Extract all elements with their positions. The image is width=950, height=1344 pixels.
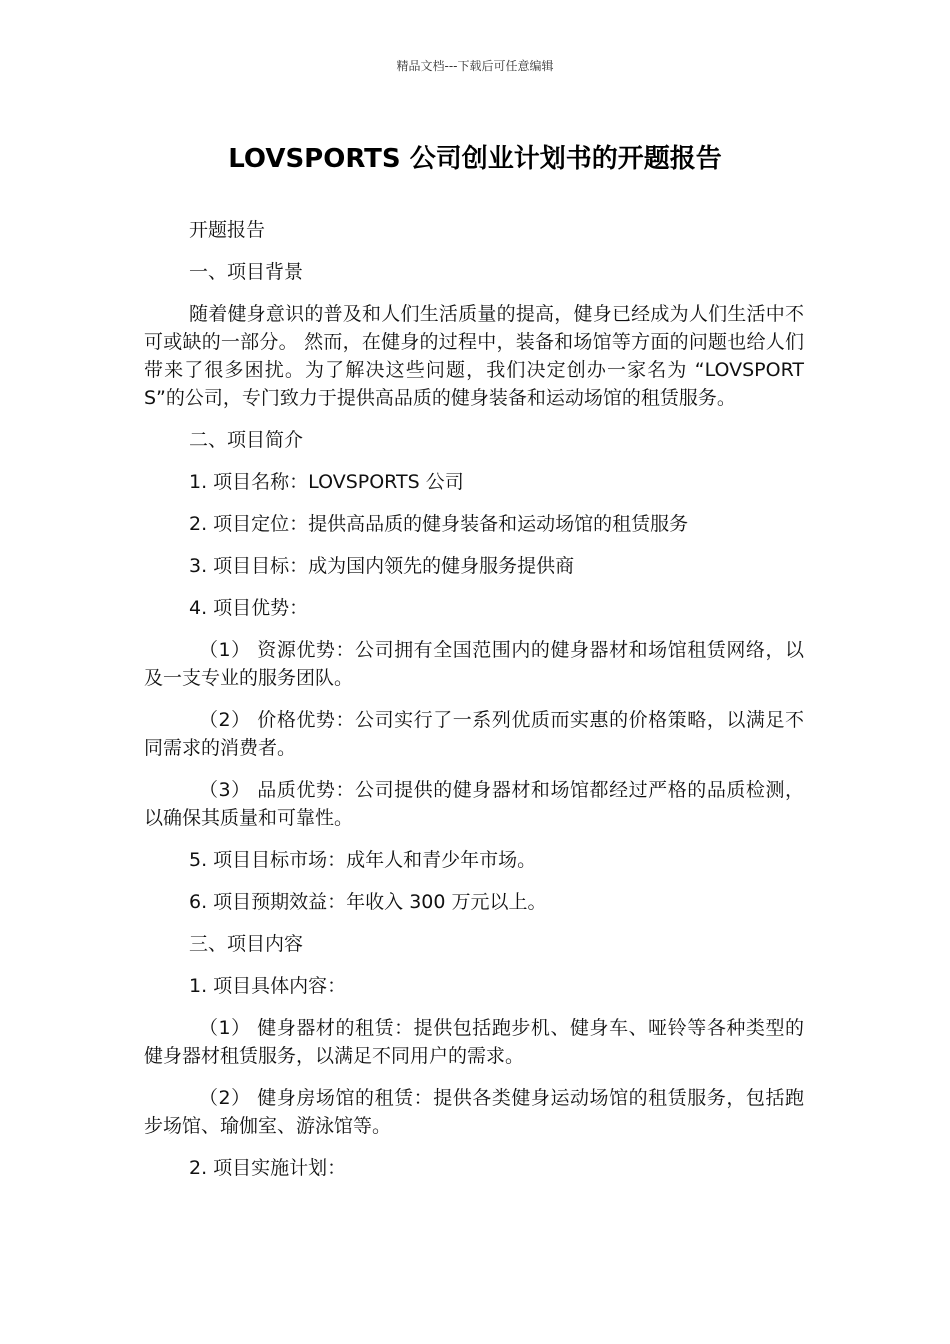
list-item-expected-benefit: 6. 项目预期效益：年收入 300 万元以上。: [189, 891, 547, 913]
section-heading-overview: 二、项目简介: [189, 429, 304, 451]
list-item-target-market: 5. 项目目标市场：成年人和青少年市场。: [189, 849, 537, 871]
list-item-specific-content: 1. 项目具体内容：: [189, 975, 347, 997]
list-item-project-advantages: 4. 项目优势：: [189, 597, 309, 619]
sub-item-quality-advantage: （3） 品质优势：公司提供的健身器材和场馆都经过严格的品质检测，以确保其质量和可靠性。: [144, 779, 804, 829]
section-heading-background: 一、项目背景: [189, 261, 304, 283]
list-item-implementation-plan: 2. 项目实施计划：: [189, 1157, 347, 1179]
header-note: 精品文档---下载后可任意编辑: [396, 59, 554, 73]
sub-item-price-advantage: （2） 价格优势：公司实行了一系列优质而实惠的价格策略，以满足不同需求的消费者。: [144, 709, 804, 759]
sub-item-venue-rental: （2） 健身房场馆的租赁：提供各类健身运动场馆的租赁服务，包括跑步场馆、瑜伽室、游泳馆等。: [144, 1087, 804, 1137]
list-item-project-name: 1. 项目名称：LOVSPORTS 公司: [189, 471, 464, 493]
list-item-project-positioning: 2. 项目定位：提供高品质的健身装备和运动场馆的租赁服务: [189, 513, 689, 535]
sub-item-resource-advantage: （1） 资源优势：公司拥有全国范围内的健身器材和场馆租赁网络，以及一支专业的服务团队。: [144, 639, 804, 689]
list-item-project-goal: 3. 项目目标：成为国内领先的健身服务提供商: [189, 555, 575, 577]
sub-item-equipment-rental: （1） 健身器材的租赁：提供包括跑步机、健身车、哑铃等各种类型的健身器材租赁服务，以满足不同用户的需求。: [144, 1017, 804, 1067]
paragraph-background: 随着健身意识的普及和人们生活质量的提高，健身已经成为人们生活中不可或缺的一部分。 然而，在健身的过程中，装备和场馆等方面的问题也给人们带来了很多困扰。为了解决这些问题，我们决定创办一家名为 “LOVSPORTS”的公司，专门致力于提供高品质的健身装备和运动场馆的租赁服务。: [144, 303, 804, 409]
document-body: [144, 216, 804, 1196]
section-heading-content: 三、项目内容: [189, 933, 304, 955]
paragraph-report-label: 开题报告: [189, 219, 266, 241]
document-title: LOVSPORTS 公司创业计划书的开题报告: [228, 144, 722, 174]
